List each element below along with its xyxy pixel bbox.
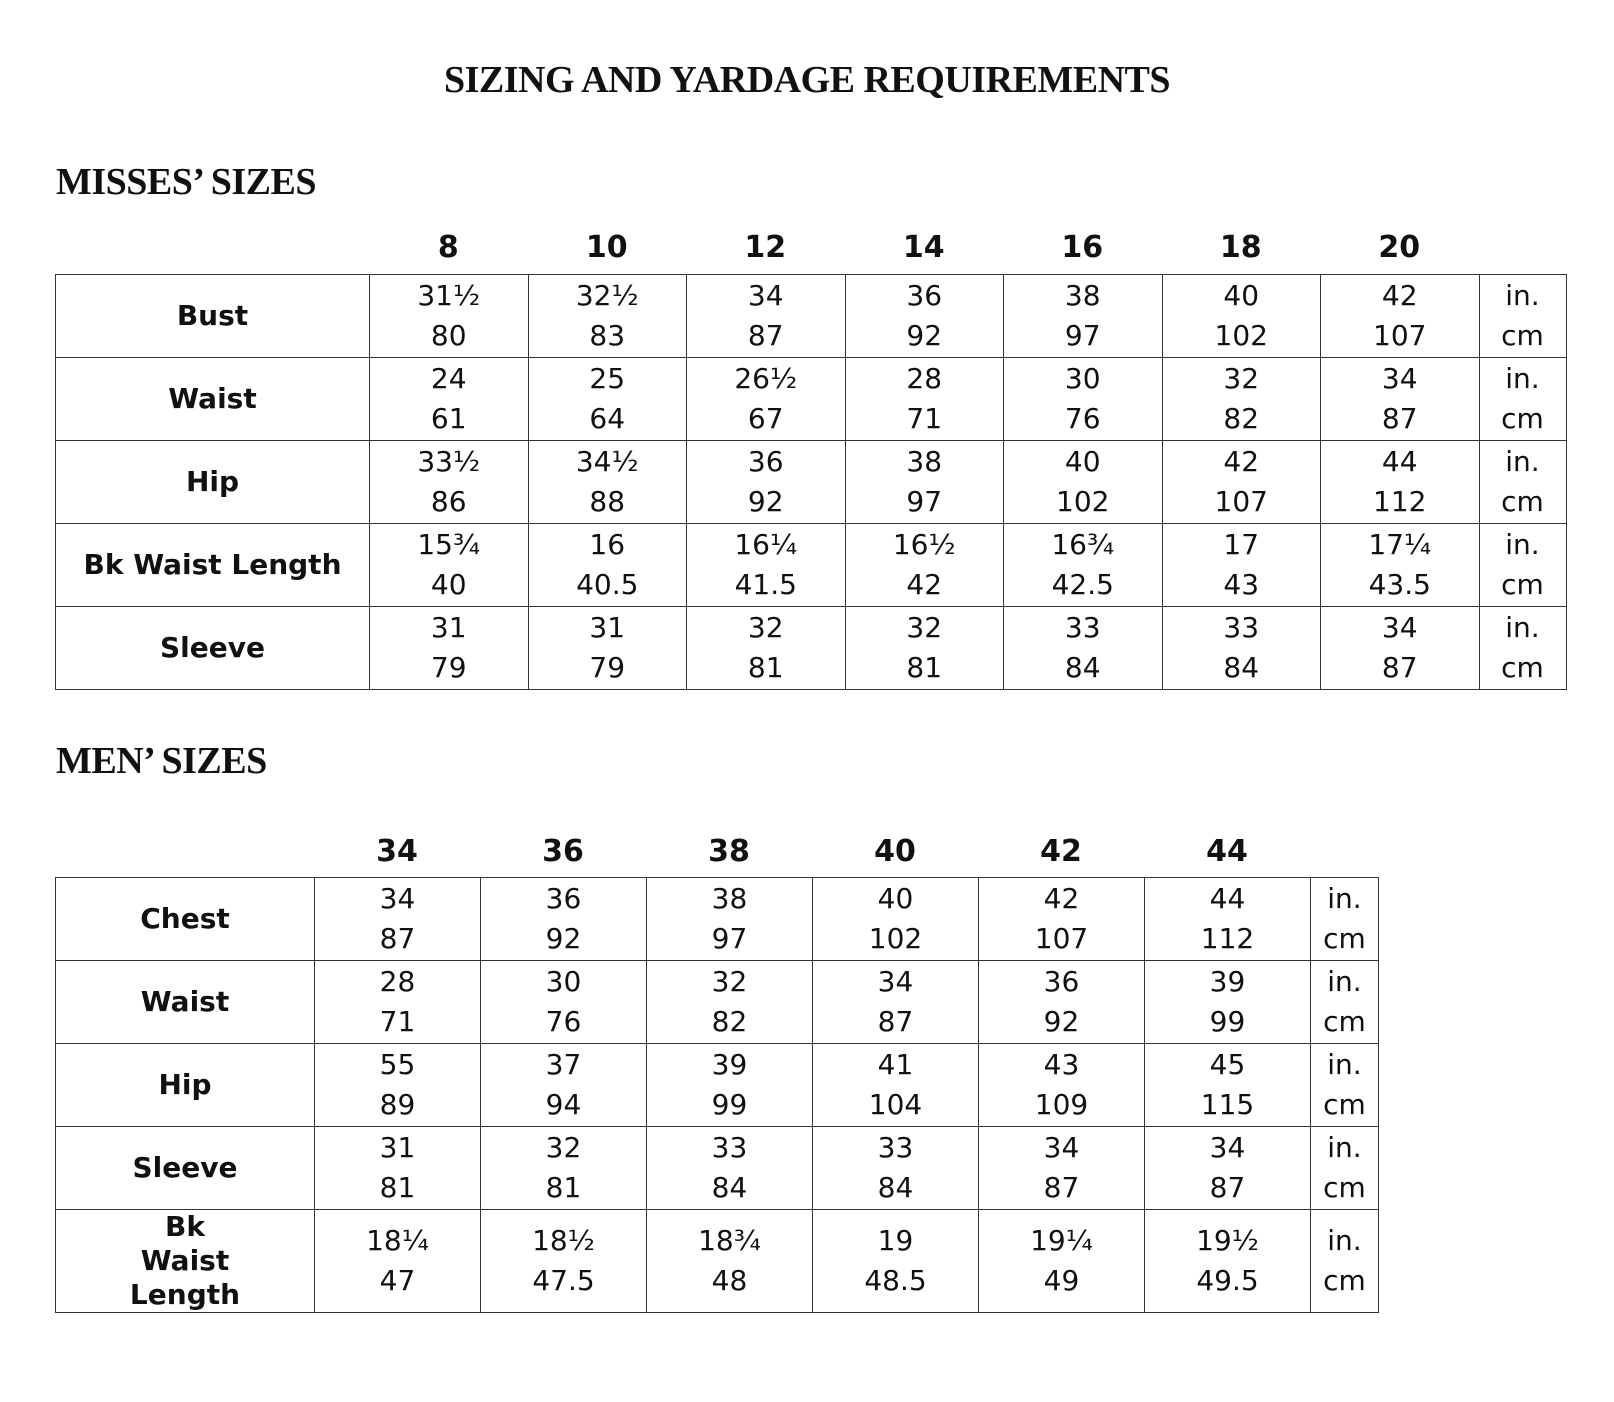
table-row (56, 1210, 1379, 1313)
cm-value: 107 (1034, 922, 1089, 955)
inch-value: 30 (1064, 362, 1101, 395)
unit-cell (1479, 358, 1566, 441)
inch-value: 32 (747, 611, 784, 644)
unit-label: cm (1323, 1005, 1366, 1038)
measurement-label: Waist (56, 358, 370, 441)
value-cell (687, 275, 846, 358)
size-label: 42 (1040, 834, 1082, 869)
cm-value: 84 (877, 1171, 914, 1204)
cm-value: 81 (545, 1171, 582, 1204)
unit-cell (1479, 524, 1566, 607)
cm-value: 87 (379, 922, 416, 955)
value-cell (813, 1127, 979, 1210)
value-cell (481, 1127, 647, 1210)
value-cell (528, 358, 687, 441)
size-label: 8 (437, 230, 459, 265)
value-cell (1321, 275, 1480, 358)
value-cell (481, 961, 647, 1044)
inch-value: 34½ (575, 445, 639, 478)
unit-cell (1311, 878, 1379, 961)
table-row (56, 524, 1567, 607)
unit-label: cm (1501, 568, 1544, 601)
table-row (56, 275, 1567, 358)
cm-value: 84 (1064, 651, 1101, 684)
table-row (56, 1044, 1379, 1127)
cm-value: 99 (1209, 1005, 1246, 1038)
value-cell (813, 961, 979, 1044)
unit-label: in. (1505, 445, 1540, 478)
inch-value: 33½ (417, 445, 481, 478)
cm-value: 79 (430, 651, 467, 684)
cm-value: 40 (430, 568, 467, 601)
value-cell (1004, 524, 1163, 607)
cm-value: 76 (1064, 402, 1101, 435)
value-cell (1145, 1044, 1311, 1127)
cm-value: 47.5 (532, 1264, 595, 1297)
value-cell (1162, 358, 1321, 441)
inch-value: 36 (1043, 965, 1080, 998)
cm-value: 49.5 (1196, 1264, 1259, 1297)
cm-value: 64 (589, 402, 626, 435)
inch-value: 31 (589, 611, 626, 644)
value-cell (370, 607, 529, 690)
table-row (56, 607, 1567, 690)
page-title: SIZING AND YARDAGE REQUIREMENTS (443, 59, 1170, 101)
inch-value: 25 (589, 362, 626, 395)
cm-value: 104 (868, 1088, 923, 1121)
inch-value: 40 (1064, 445, 1101, 478)
unit-cell (1311, 1044, 1379, 1127)
value-cell (370, 275, 529, 358)
table-row (56, 878, 1379, 961)
value-cell (315, 1210, 481, 1313)
inch-value: 38 (906, 445, 943, 478)
inch-value: 33 (877, 1131, 914, 1164)
value-cell (1321, 524, 1480, 607)
inch-value: 19½ (1196, 1224, 1259, 1257)
size-label: 20 (1378, 230, 1421, 265)
value-cell (845, 441, 1004, 524)
measurement-label: Hip (56, 441, 370, 524)
table-row (56, 1127, 1379, 1210)
unit-label: in. (1327, 965, 1362, 998)
unit-label: cm (1501, 485, 1544, 518)
cm-value: 43 (1223, 568, 1260, 601)
inch-value: 32 (906, 611, 943, 644)
measurement-label: Bust (56, 275, 370, 358)
inch-value: 34 (1209, 1131, 1246, 1164)
inch-value: 19¼ (1030, 1224, 1093, 1257)
inch-value: 37 (545, 1048, 582, 1081)
value-cell (647, 961, 813, 1044)
inch-value: 32½ (575, 279, 639, 312)
inch-value: 34 (747, 279, 784, 312)
inch-value: 32 (1223, 362, 1260, 395)
unit-cell (1311, 1210, 1379, 1313)
cm-value: 48.5 (864, 1264, 927, 1297)
inch-value: 32 (545, 1131, 582, 1164)
cm-value: 84 (1223, 651, 1260, 684)
inch-value: 17¼ (1368, 528, 1432, 561)
unit-label: cm (1501, 651, 1544, 684)
cm-value: 83 (589, 319, 626, 352)
value-cell (370, 358, 529, 441)
value-cell (1321, 441, 1480, 524)
cm-value: 92 (545, 922, 582, 955)
unit-label: cm (1323, 1264, 1366, 1297)
cm-value: 76 (545, 1005, 582, 1038)
value-cell (1321, 607, 1480, 690)
value-cell (1145, 961, 1311, 1044)
cm-value: 81 (906, 651, 943, 684)
value-cell (845, 524, 1004, 607)
inch-value: 38 (711, 882, 748, 915)
cm-value: 67 (747, 402, 784, 435)
value-cell (528, 524, 687, 607)
table-row (56, 961, 1379, 1044)
cm-value: 40.5 (576, 568, 639, 601)
inch-value: 15¾ (417, 528, 481, 561)
value-cell (845, 358, 1004, 441)
unit-label: in. (1327, 882, 1362, 915)
cm-value: 87 (1381, 651, 1418, 684)
cm-value: 92 (747, 485, 784, 518)
unit-cell (1479, 441, 1566, 524)
value-cell (687, 524, 846, 607)
cm-value: 97 (711, 922, 748, 955)
inch-value: 44 (1381, 445, 1418, 478)
size-label: 14 (902, 230, 945, 265)
cm-value: 42 (906, 568, 943, 601)
value-cell (687, 607, 846, 690)
inch-value: 16 (589, 528, 626, 561)
cm-value: 82 (1223, 402, 1260, 435)
inch-value: 42 (1043, 882, 1080, 915)
inch-value: 16¼ (734, 528, 798, 561)
unit-label: in. (1505, 611, 1540, 644)
size-header-row-men (314, 832, 1310, 872)
inch-value: 34 (1043, 1131, 1080, 1164)
value-cell (528, 607, 687, 690)
inch-value: 26½ (734, 362, 798, 395)
value-cell (1145, 1210, 1311, 1313)
unit-label: in. (1505, 279, 1540, 312)
value-cell (1162, 441, 1321, 524)
cm-value: 81 (379, 1171, 416, 1204)
inch-value: 33 (1064, 611, 1101, 644)
inch-value: 30 (545, 965, 582, 998)
inch-value: 17 (1223, 528, 1260, 561)
cm-value: 71 (379, 1005, 416, 1038)
cm-value: 88 (589, 485, 626, 518)
inch-value: 39 (711, 1048, 748, 1081)
value-cell (528, 441, 687, 524)
unit-label: in. (1327, 1224, 1362, 1257)
inch-value: 16½ (892, 528, 956, 561)
cm-value: 109 (1034, 1088, 1089, 1121)
value-cell (315, 878, 481, 961)
inch-value: 41 (877, 1048, 914, 1081)
table-row (56, 358, 1567, 441)
size-label: 34 (376, 834, 418, 869)
unit-cell (1311, 961, 1379, 1044)
inch-value: 31½ (417, 279, 481, 312)
cm-value: 92 (906, 319, 943, 352)
value-cell (687, 358, 846, 441)
value-cell (1004, 607, 1163, 690)
cm-value: 94 (545, 1088, 582, 1121)
value-cell (370, 524, 529, 607)
cm-value: 87 (747, 319, 784, 352)
value-cell (1004, 358, 1163, 441)
value-cell (1321, 358, 1480, 441)
unit-label: cm (1323, 922, 1366, 955)
value-cell (315, 961, 481, 1044)
size-header-row-misses (369, 228, 1479, 268)
cm-value: 43.5 (1368, 568, 1431, 601)
measurement-label: Bk Waist Length (56, 1210, 315, 1313)
inch-value: 34 (877, 965, 914, 998)
inch-value: 24 (430, 362, 467, 395)
cm-value: 92 (1043, 1005, 1080, 1038)
unit-label: cm (1501, 319, 1544, 352)
inch-value: 36 (545, 882, 582, 915)
value-cell (647, 1210, 813, 1313)
unit-label: in. (1505, 528, 1540, 561)
value-cell (647, 878, 813, 961)
cm-value: 97 (1064, 319, 1101, 352)
inch-value: 39 (1209, 965, 1246, 998)
measurement-label: Bk Waist Length (56, 524, 370, 607)
value-cell (979, 961, 1145, 1044)
size-label: 10 (585, 230, 628, 265)
inch-value: 34 (1381, 611, 1418, 644)
table-row (56, 441, 1567, 524)
value-cell (1162, 607, 1321, 690)
value-cell (481, 1044, 647, 1127)
cm-value: 49 (1043, 1264, 1080, 1297)
value-cell (528, 275, 687, 358)
cm-value: 87 (1209, 1171, 1246, 1204)
cm-value: 107 (1214, 485, 1268, 518)
inch-value: 33 (1223, 611, 1260, 644)
unit-cell (1311, 1127, 1379, 1210)
inch-value: 31 (430, 611, 467, 644)
value-cell (979, 878, 1145, 961)
size-label: 36 (542, 834, 584, 869)
measurement-label: Sleeve (56, 1127, 315, 1210)
cm-value: 87 (1043, 1171, 1080, 1204)
inch-value: 28 (379, 965, 416, 998)
value-cell (1145, 878, 1311, 961)
size-label: 16 (1061, 230, 1104, 265)
value-cell (1145, 1127, 1311, 1210)
cm-value: 48 (711, 1264, 748, 1297)
value-cell (1004, 275, 1163, 358)
inch-value: 42 (1223, 445, 1260, 478)
cm-value: 107 (1373, 319, 1427, 352)
cm-value: 102 (868, 922, 923, 955)
inch-value: 38 (1064, 279, 1101, 312)
value-cell (1162, 524, 1321, 607)
inch-value: 16¾ (1051, 528, 1115, 561)
value-cell (315, 1127, 481, 1210)
cm-value: 42.5 (1051, 568, 1114, 601)
inch-value: 43 (1043, 1048, 1080, 1081)
cm-value: 47 (379, 1264, 416, 1297)
cm-value: 81 (747, 651, 784, 684)
inch-value: 36 (747, 445, 784, 478)
measurement-label: Chest (56, 878, 315, 961)
size-label: 38 (708, 834, 750, 869)
cm-value: 112 (1200, 922, 1255, 955)
inch-value: 18¾ (698, 1224, 761, 1257)
size-label: 18 (1219, 230, 1262, 265)
value-cell (845, 607, 1004, 690)
value-cell (813, 878, 979, 961)
value-cell (647, 1127, 813, 1210)
unit-label: cm (1501, 402, 1544, 435)
size-label: 12 (744, 230, 787, 265)
cm-value: 61 (430, 402, 467, 435)
inch-value: 31 (379, 1131, 416, 1164)
inch-value: 40 (877, 882, 914, 915)
measurement-label: Sleeve (56, 607, 370, 690)
value-cell (1162, 275, 1321, 358)
value-cell (813, 1210, 979, 1313)
section-heading-men: MEN’ SIZES (56, 740, 267, 782)
value-cell (1004, 441, 1163, 524)
inch-value: 19 (877, 1224, 914, 1257)
inch-value: 33 (711, 1131, 748, 1164)
unit-label: in. (1327, 1048, 1362, 1081)
value-cell (647, 1044, 813, 1127)
value-cell (481, 878, 647, 961)
cm-value: 97 (906, 485, 943, 518)
cm-value: 80 (430, 319, 467, 352)
inch-value: 55 (379, 1048, 416, 1081)
cm-value: 41.5 (734, 568, 797, 601)
cm-value: 87 (877, 1005, 914, 1038)
measurement-label: Hip (56, 1044, 315, 1127)
cm-value: 71 (906, 402, 943, 435)
unit-cell (1479, 275, 1566, 358)
misses-size-table (55, 274, 1567, 690)
size-label: 40 (874, 834, 916, 869)
cm-value: 115 (1200, 1088, 1255, 1121)
value-cell (845, 275, 1004, 358)
inch-value: 18½ (532, 1224, 595, 1257)
inch-value: 34 (379, 882, 416, 915)
inch-value: 44 (1209, 882, 1246, 915)
section-heading-misses: MISSES’ SIZES (56, 161, 316, 203)
cm-value: 87 (1381, 402, 1418, 435)
inch-value: 28 (906, 362, 943, 395)
cm-value: 102 (1056, 485, 1110, 518)
value-cell (813, 1044, 979, 1127)
inch-value: 42 (1381, 279, 1418, 312)
value-cell (687, 441, 846, 524)
unit-cell (1479, 607, 1566, 690)
inch-value: 45 (1209, 1048, 1246, 1081)
cm-value: 82 (711, 1005, 748, 1038)
value-cell (979, 1210, 1145, 1313)
men-size-table (55, 877, 1379, 1313)
cm-value: 99 (711, 1088, 748, 1121)
inch-value: 34 (1381, 362, 1418, 395)
inch-value: 36 (906, 279, 943, 312)
cm-value: 84 (711, 1171, 748, 1204)
value-cell (481, 1210, 647, 1313)
cm-value: 112 (1373, 485, 1427, 518)
unit-label: in. (1505, 362, 1540, 395)
cm-value: 86 (430, 485, 467, 518)
cm-value: 79 (589, 651, 626, 684)
measurement-label: Waist (56, 961, 315, 1044)
inch-value: 32 (711, 965, 748, 998)
value-cell (979, 1044, 1145, 1127)
cm-value: 102 (1214, 319, 1268, 352)
unit-label: cm (1323, 1171, 1366, 1204)
unit-label: in. (1327, 1131, 1362, 1164)
inch-value: 40 (1223, 279, 1260, 312)
value-cell (315, 1044, 481, 1127)
unit-label: cm (1323, 1088, 1366, 1121)
value-cell (979, 1127, 1145, 1210)
value-cell (370, 441, 529, 524)
cm-value: 89 (379, 1088, 416, 1121)
inch-value: 18¼ (366, 1224, 429, 1257)
size-label: 44 (1206, 834, 1248, 869)
